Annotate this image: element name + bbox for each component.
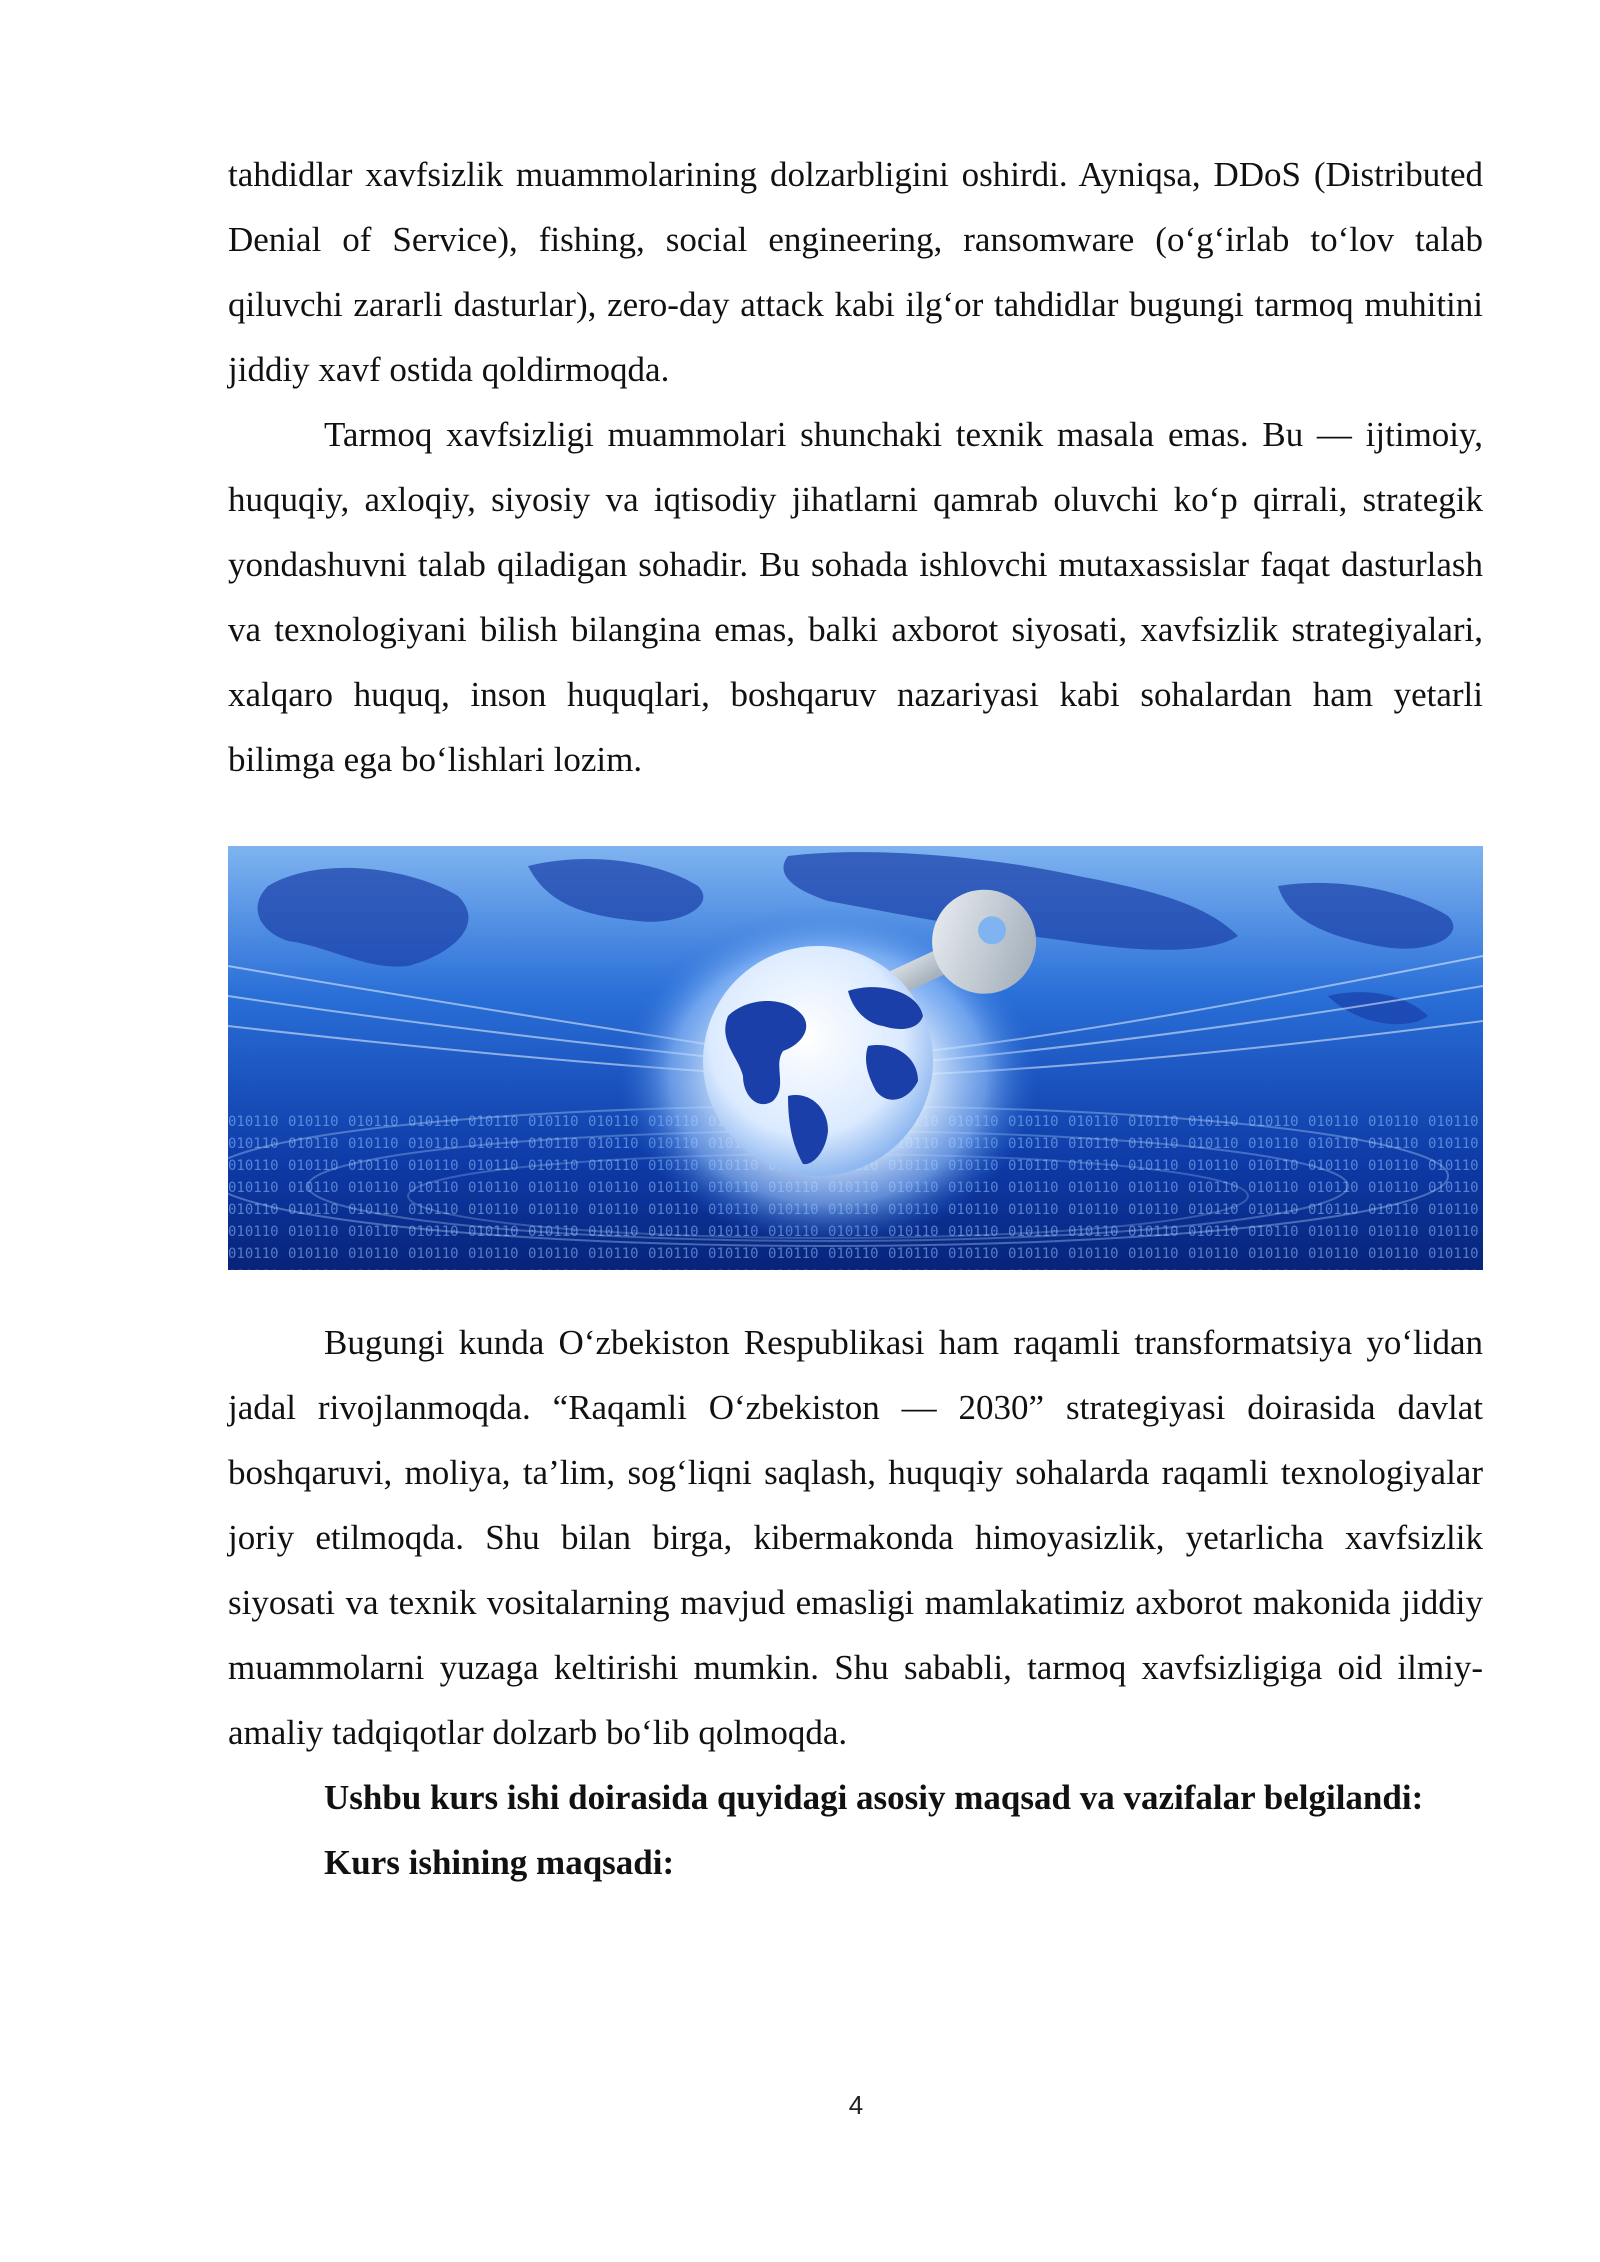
heading-goals-tasks: Ushbu kurs ishi doirasida quyidagi asosiy maqsad va vazifalar belgilandi: bbox=[324, 1778, 1424, 1817]
heading-course-aim: Kurs ishining maqsadi: bbox=[324, 1843, 675, 1882]
paragraph-network-security: Tarmoq xavfsizligi muammolari shunchaki texnik masala emas. Bu — ijtimoiy, huquqiy, axloqiy, siyosiy va iqtisodiy jihatlarni qamrab oluvchi ko‘p qirrali, strategik yondashuvni talab qiladigan sohadir. Bu sohada ishlovchi mutaxassislar faqat dasturlash va texnologiyani bilish bilangina emas, balki axborot siyosati, xavfsizlik strategiyalari, xalqaro huquq, inson huquqlari, boshqaruv nazariyasi kabi sohalardan ham yetarli bilimga ega bo‘lishlari lozim. bbox=[228, 415, 1483, 779]
cybersecurity-globe-image bbox=[228, 846, 1483, 1270]
text-section-top bbox=[228, 142, 1483, 792]
paragraph-uzbekistan: Bugungi kunda O‘zbekiston Respublikasi ham raqamli transformatsiya yo‘lidan jadal rivojlanmoqda. “Raqamli O‘zbekiston — 2030” strategiyasi doirasida davlat boshqaruvi, moliya, ta’lim, sog‘liqni saqlash, huquqiy sohalarda raqamli texnologiyalar joriy etilmoqda. Shu bilan birga, kibermakonda himoyasizlik, yetarlicha xavfsizlik siyosati va texnik vositalarning mavjud emasligi mamlakatimiz axborot makonida jiddiy muammolarni yuzaga keltirishi mumkin. Shu sababli, tarmoq xavfsizligiga oid ilmiy-amaliy tadqiqotlar dolzarb bo‘lib qolmoqda. bbox=[228, 1323, 1483, 1752]
page-number: 4 bbox=[848, 2090, 864, 2120]
text-section-bottom bbox=[228, 1310, 1483, 1895]
globe-key-icon bbox=[228, 846, 1483, 1270]
paragraph-threats: tahdidlar xavfsizlik muammolarining dolzarbligini oshirdi. Ayniqsa, DDoS (Distributed Denial of Service), fishing, social engineering, ransomware (o‘g‘irlab to‘lov talab qiluvchi zararli dasturlar), zero-day attack kabi ilg‘or tahdidlar bugungi tarmoq muhitini jiddiy xavf ostida qoldirmoqda. bbox=[228, 155, 1483, 389]
